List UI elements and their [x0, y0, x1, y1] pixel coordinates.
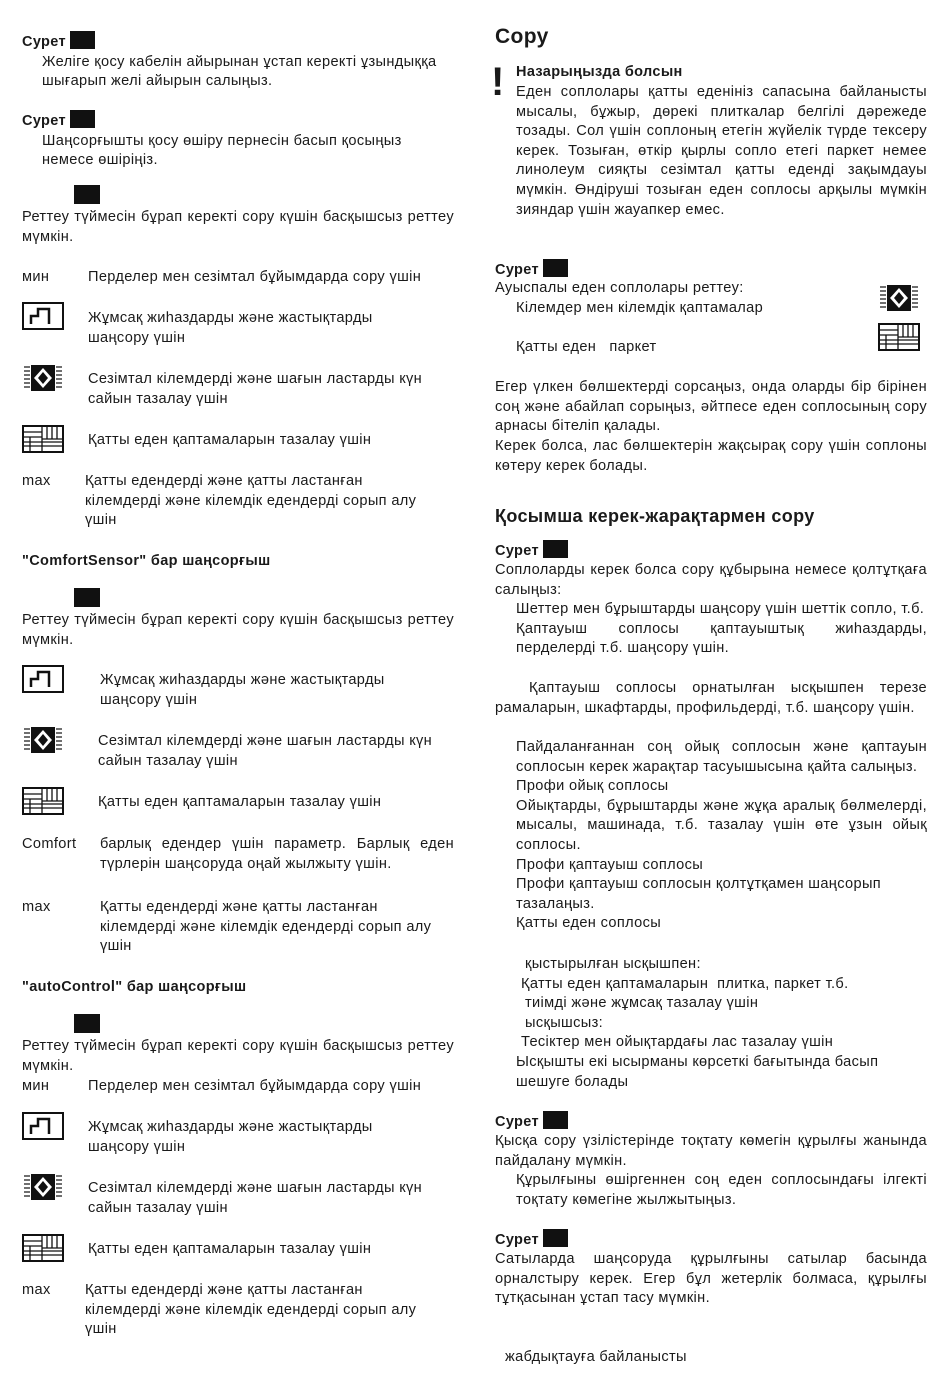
- max-key: max: [22, 473, 51, 489]
- section-title: Сору: [495, 25, 549, 48]
- large-particles-text: Егер үлкен бөлшектерді сорсаңыз, онда оларды бір бірінен соң және абайлап сорыңыз, әйтпесе еден соплосының сору арнасы бітеліп қалады.: [495, 379, 927, 435]
- accessories-intro: Соплоларды керек болса сору құбырына немесе қолтұтқаға салыңыз:: [495, 562, 927, 598]
- min-key: мин: [22, 1078, 50, 1094]
- carpet-text: Сезімтал кілемдерді және шағын ластарды күн сайын тазалау үшін: [88, 1180, 423, 1216]
- max-key: max: [22, 1282, 51, 1298]
- floor-text: Қатты еден қаптамаларын тазалау үшін: [88, 432, 372, 448]
- figure-number-box: [543, 1111, 568, 1129]
- figure-number-box: [70, 31, 95, 49]
- figure-label: Сурет: [495, 1232, 539, 1248]
- figure-number-box: [74, 1014, 100, 1033]
- soft-text: Жұмсақ жиһаздарды және жастықтарды шаңсору үшін: [100, 672, 385, 708]
- list-item: Қаптауыш соплосы қаптауыштық жиһаздарды, перделерді т.б. шаңсору үшін.: [516, 620, 927, 657]
- comfort-heading: "ComfortSensor" бар шаңсорғыш: [22, 553, 271, 569]
- hard-floor-nozzle-sublist: [521, 955, 927, 1053]
- soft-text: Жұмсақ жиһаздарды және жастықтарды шаңсору үшін: [88, 1119, 373, 1155]
- list-item: Профи қаптауыш соплосын қолтұтқамен шаңсорып тазалаңыз.: [516, 876, 882, 912]
- max-text: Қатты едендерді және қатты ластанған кілемдерді және кілемдік едендерді сорып алу үшін: [85, 473, 417, 529]
- hard-floor-icon: [22, 425, 64, 453]
- figure-1-text: Желіге қосу кабелін айырынан ұстап керекті ұзындыққа шығарып желі айырын салыңыз.: [42, 53, 437, 90]
- floor-text: Қатты еден қаптамаларын тазалау үшін: [98, 794, 382, 810]
- pause-text: Қысқа сору үзілістерінде тоқтату көмегін құрылғы жанында пайдалану мүмкін.: [495, 1133, 927, 1169]
- figure-label: Сурет: [22, 113, 66, 129]
- upholstery-icon: [22, 665, 64, 693]
- accessories-heading: Қосымша керек-жарақтармен сору: [495, 506, 815, 526]
- figure-1: [22, 31, 454, 92]
- figure-label: Сурет: [495, 1114, 539, 1130]
- hard-floor-icon: [878, 323, 920, 351]
- pause-text-2: Құрылғыны өшіргеннен соң еден соплосындағы ілгекті тоқтату көмегіне жылжытыңыз.: [516, 1172, 927, 1208]
- carpet-text: Сезімтал кілемдерді және шағын ластарды күн сайын тазалау үшін: [88, 371, 423, 407]
- autocontrol-heading: "autoControl" бар шаңсорғыш: [22, 979, 247, 995]
- list-item: Қаптауыш соплосы орнатылған ысқышпен терезе рамаларын, шкафтарды, профильдерді, т.б. шаңсору үшін.: [495, 680, 927, 716]
- carpet-icon: [878, 284, 920, 312]
- list-item: Қатты еден қаптамаларын плитка, паркет т.б.: [521, 975, 849, 992]
- regulate-text: Реттеу түймесін бұрап керекті сору күшін басқышсыз реттеу мүмкін.: [22, 1038, 454, 1074]
- accessories-list-2: [516, 738, 927, 934]
- warning-text: Еден соплолары қатты едeнініз сапасына байланысты мысалы, бұжыр, дөрекі плиткалар белгілі дәрежеде тозады. Сол үшін соплоның етегін жүйелік түрде тексеру керек. Тозыған, өткір қырлы сопло етегі паркет немее линолеум сияқты сезімтал қатты еденді зақымдауы мүмкін. Өндіруші тозыған еден соплосы арқылы мүмкін зияндар үшін жауапкер емес.: [516, 84, 927, 218]
- hard-floor-icon: [22, 1234, 64, 1262]
- regulate-text: Реттеу түймесін бұрап керекті сору күшін басқышсыз реттеу мүмкін.: [22, 209, 454, 245]
- min-key: мин: [22, 269, 50, 285]
- figure-number-box: [543, 1229, 568, 1247]
- figure-number-box: [543, 259, 568, 277]
- carpet-icon: [22, 364, 64, 392]
- regulate-text: Реттеу түймесін бұрап керекті сору күшін басқышсыз реттеу мүмкін.: [22, 612, 454, 648]
- warning-icon: !: [491, 60, 505, 104]
- figure-number-box: [74, 185, 100, 204]
- list-item: Шеттер мен бұрыштарды шаңсору үшін шеттік сопло, т.б.: [516, 601, 925, 617]
- footer-note: жабдықтауға байланысты: [505, 1349, 687, 1365]
- max-text: Қатты едендерді және қатты ластанған кілемдерді және кілемдік едендерді сорып алу үшін: [100, 899, 432, 955]
- nozzle-adjust-text: Ауыспалы еден соплолары реттеу:: [495, 280, 744, 296]
- figure-2-text: Шаңсорғышты қосу өшіру пернесін басып қосыңыз немесе өшіріңіз.: [42, 132, 402, 169]
- max-text: Қатты едендерді және қатты ластанған кілемдерді және кілемдік едендерді сорып алу үшін: [85, 1282, 417, 1338]
- carpet-text: Сезімтал кілемдерді және шағын ластарды күн сайын тазалау үшін: [98, 733, 433, 769]
- hard-floor-setting-text: Қатты еден паркет: [516, 339, 657, 355]
- list-item: Тесіктер мен ойықтардағы лас тазалау үшін: [521, 1034, 834, 1051]
- list-item: Ойықтарды, бұрыштарды және жұқа аралық бөлмелерді, мысалы, машинада, т.б. тазалау үшін өте ұзын ойық соплосы.: [516, 797, 927, 853]
- carpet-setting-text: Кілемдер мен кілемдік қаптамалар: [516, 300, 764, 316]
- comfort-text: барлық едендер үшін параметр. Барлық еден түрлерін шаңсоруда оңай жылжыту үшін.: [100, 836, 454, 872]
- accessories-list: [516, 600, 927, 659]
- carpet-icon: [22, 1173, 64, 1201]
- figure-label: Сурет: [495, 262, 539, 278]
- figure-number-box: [70, 110, 95, 128]
- soft-text: Жұмсақ жиһаздарды және жастықтарды шаңсору үшін: [88, 310, 373, 346]
- warning-heading: Назарыңызда болсын: [516, 64, 683, 80]
- max-key: max: [22, 899, 51, 915]
- comfort-key: Comfort: [22, 836, 77, 852]
- list-item: Профи ойық соплосы: [516, 778, 669, 795]
- list-item: Профи қаптауыш соплосы: [516, 856, 704, 873]
- list-item: тиімді және жұмсақ тазалау үшін: [525, 995, 759, 1012]
- figure-number-box: [543, 540, 568, 558]
- min-text: Перделер мен сезімтал бұйымдарда сору үшін: [88, 1078, 422, 1094]
- upholstery-icon: [22, 1112, 64, 1140]
- figure-label: Сурет: [495, 543, 539, 559]
- list-item: Ысқышты екі ысырманы көрсеткі бағытында басып шешуге болады: [516, 1054, 879, 1090]
- min-text: Перделер мен сезімтал бұйымдарда сору үшін: [88, 269, 422, 285]
- floor-text: Қатты еден қаптамаларын тазалау үшін: [88, 1241, 372, 1257]
- upholstery-icon: [22, 302, 64, 330]
- list-item: Пайдаланғаннан соң ойық соплосын және қаптауын соплосын керек жарақтар тасуышысына қайта салыңыз.: [516, 739, 927, 775]
- list-item: Қатты еден соплосы: [516, 915, 662, 932]
- figure-2: [22, 110, 454, 171]
- figure-label: Сурет: [22, 34, 66, 50]
- list-item: ысқышсыз:: [525, 1014, 604, 1031]
- hard-floor-icon: [22, 787, 64, 815]
- stairs-text: Сатыларда шаңсоруда құрылғыны сатылар басында орналстыру керек. Егер бұл жетерлік болмаса, құрылғы тұтқасынан ұстап тасу мүмкін.: [495, 1251, 927, 1307]
- list-item: қыстырылған ысқышпен:: [525, 956, 701, 972]
- figure-number-box: [74, 588, 100, 607]
- lift-nozzle-text: Керек болса, лас бөлшектерін жақсырақ сору үшін соплоны көтеру керек болады.: [495, 438, 927, 474]
- carpet-icon: [22, 726, 64, 754]
